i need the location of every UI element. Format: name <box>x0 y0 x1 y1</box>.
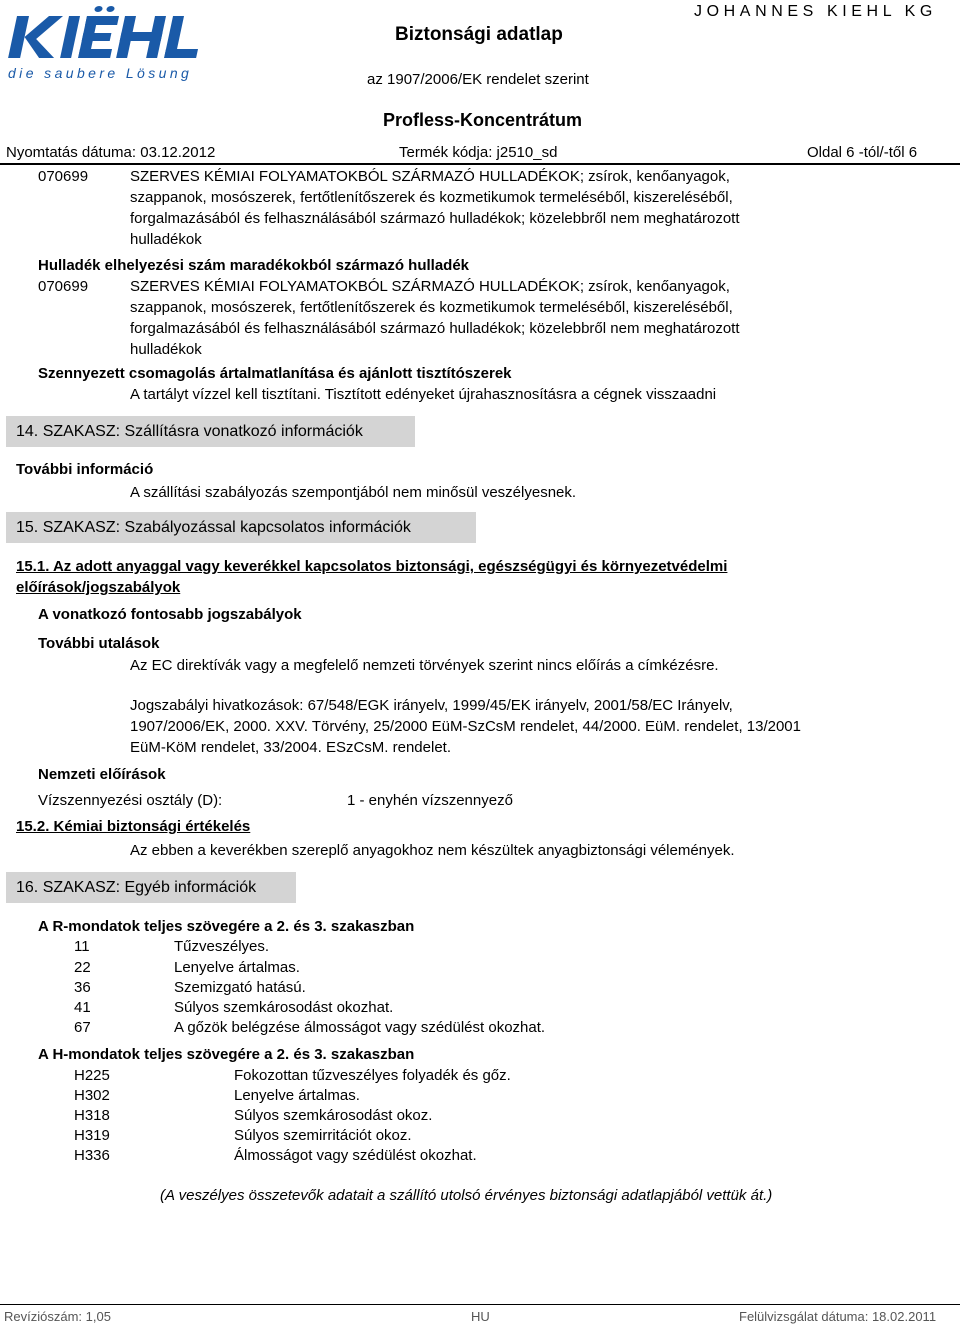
product-name: Profless-Koncentrátum <box>383 110 583 130</box>
water-hazard-value: 1 - enyhén vízszennyező <box>347 792 513 809</box>
r-phrase-text: Szemizgató hatású. <box>174 979 306 996</box>
review-date: Felülvizsgálat dátuma: 18.02.2011 <box>739 1309 937 1324</box>
r-phrase-text: Tűzveszélyes. <box>174 938 270 955</box>
waste-description-line: forgalmazásából és felhasználásából származó hulladékok; közelebbről nem meghatározott <box>130 320 740 337</box>
waste-code: 070699 <box>38 168 89 185</box>
kiehl-logo <box>6 2 226 82</box>
waste-code: 070699 <box>38 278 89 295</box>
h-statement-text: Súlyos szemirritációt okoz. <box>234 1127 412 1144</box>
relevant-legislation-label: A vonatkozó fontosabb jogszabályok <box>38 606 302 623</box>
r-phrase-code: 36 <box>74 979 91 996</box>
h-statement-code: H302 <box>74 1087 110 1104</box>
further-info-text: A szállítási szabályozás szempontjából nem minősül veszélyesnek. <box>130 484 577 501</box>
waste-description-line: forgalmazásából és felhasználásából származó hulladékok; közelebbről nem meghatározott <box>130 210 740 227</box>
logo-tagline: die saubere Lösung <box>8 65 193 81</box>
waste-description-line: SZERVES KÉMIAI FOLYAMATOKBÓL SZÁRMAZÓ HULLADÉKOK; zsírok, kenőanyagok, <box>130 168 730 185</box>
chemical-safety-text: Az ebben a keverékben szereplő anyagokhoz nem készültek anyagbiztonsági vélemények. <box>130 842 735 859</box>
h-statement-code: H336 <box>74 1147 110 1164</box>
water-hazard-label: Vízszennyezési osztály (D): <box>38 792 223 809</box>
product-code: Termék kódja: j2510_sd <box>399 144 558 161</box>
document-title: Biztonsági adatlap <box>395 24 563 45</box>
legal-reference-line: 1907/2006/EK, 2000. XXV. Törvény, 25/2000 EüM-SzCsM rendelet, 44/2000. EüM. rendelet, 13/2001 <box>130 718 801 735</box>
r-phrase-text: Súlyos szemkárosodást okozhat. <box>174 999 394 1016</box>
h-statement-text: Súlyos szemkárosodást okoz. <box>234 1107 433 1124</box>
waste-description-line: hulladékok <box>130 231 202 248</box>
additional-notes-label: További utalások <box>38 635 160 652</box>
language-code: HU <box>471 1309 490 1324</box>
revision-number: Revíziószám: 1,05 <box>4 1309 111 1324</box>
section-14-title: 14. SZAKASZ: Szállításra vonatkozó információk <box>6 416 415 447</box>
r-phrase-text: A gőzök belégzése álmosságot vagy szédülést okozhat. <box>174 1019 546 1036</box>
waste-description-line: szappanok, mosószerek, fertőtlenítőszerek és kozmetikumok termeléséből, kiszereléséből, <box>130 189 733 206</box>
section-15-title: 15. SZAKASZ: Szabályozással kapcsolatos információk <box>6 512 476 543</box>
footer-divider <box>0 1304 960 1305</box>
h-statement-text: Álmosságot vagy szédülést okozhat. <box>234 1147 477 1164</box>
h-statement-code: H318 <box>74 1107 110 1124</box>
waste-description-line: SZERVES KÉMIAI FOLYAMATOKBÓL SZÁRMAZÓ HULLADÉKOK; zsírok, kenőanyagok, <box>130 278 730 295</box>
company-name: JOHANNES KIEHL KG <box>694 3 937 20</box>
h-statement-text: Fokozottan tűzveszélyes folyadék és gőz. <box>234 1067 511 1084</box>
subsection-15-1-title-cont: előírások/jogszabályok <box>16 579 181 596</box>
r-phrase-text: Lenyelve ártalmas. <box>174 959 300 976</box>
r-phrase-code: 41 <box>74 999 91 1016</box>
waste-description-line: szappanok, mosószerek, fertőtlenítőszerek és kozmetikumok termeléséből, kiszereléséből, <box>130 299 733 316</box>
r-phrase-code: 11 <box>74 938 90 955</box>
legal-reference-line: Jogszabályi hivatkozások: 67/548/EGK irányelv, 1999/45/EK irányelv, 2001/58/EC Irányelv, <box>130 697 733 714</box>
source-note: (A veszélyes összetevők adatait a szállító utolsó érvényes biztonsági adatlapjából vettük át.) <box>160 1187 773 1204</box>
residue-waste-heading: Hulladék elhelyezési szám maradékokból származó hulladék <box>38 257 470 274</box>
further-info-label: További információ <box>16 461 154 478</box>
r-phrase-code: 22 <box>74 959 91 976</box>
section-16-title: 16. SZAKASZ: Egyéb információk <box>6 872 296 903</box>
national-regulations-label: Nemzeti előírások <box>38 766 166 783</box>
legal-reference-line: EüM-KöM rendelet, 33/2004. ESzCsM. rendelet. <box>130 739 451 756</box>
h-statements-heading: A H-mondatok teljes szövegére a 2. és 3. szakaszban <box>38 1046 415 1063</box>
subsection-15-2-title: 15.2. Kémiai biztonsági értékelés <box>16 818 251 835</box>
header-divider <box>0 163 960 165</box>
r-phrase-code: 67 <box>74 1019 91 1036</box>
h-statement-code: H319 <box>74 1127 110 1144</box>
waste-description-line: hulladékok <box>130 341 202 358</box>
packaging-text: A tartályt vízzel kell tisztítani. Tisztított edényeket újrahasznosításra a cégnek visszaadni <box>130 386 717 403</box>
h-statement-code: H225 <box>74 1067 110 1084</box>
page-number: Oldal 6 -tól/-től 6 <box>807 144 918 161</box>
print-date: Nyomtatás dátuma: 03.12.2012 <box>6 144 216 161</box>
subsection-15-1-title: 15.1. Az adott anyaggal vagy keverékkel kapcsolatos biztonsági, egészségügyi és környezetvédelmi <box>16 558 728 575</box>
h-statement-text: Lenyelve ártalmas. <box>234 1087 360 1104</box>
packaging-heading: Szennyezett csomagolás ártalmatlanítása és ajánlott tisztítószerek <box>38 365 512 382</box>
document-subtitle: az 1907/2006/EK rendelet szerint <box>367 71 589 88</box>
additional-notes-text: Az EC direktívák vagy a megfelelő nemzeti törvények szerint nincs előírás a címkézésre. <box>130 657 719 674</box>
r-phrases-heading: A R-mondatok teljes szövegére a 2. és 3. szakaszban <box>38 918 415 935</box>
